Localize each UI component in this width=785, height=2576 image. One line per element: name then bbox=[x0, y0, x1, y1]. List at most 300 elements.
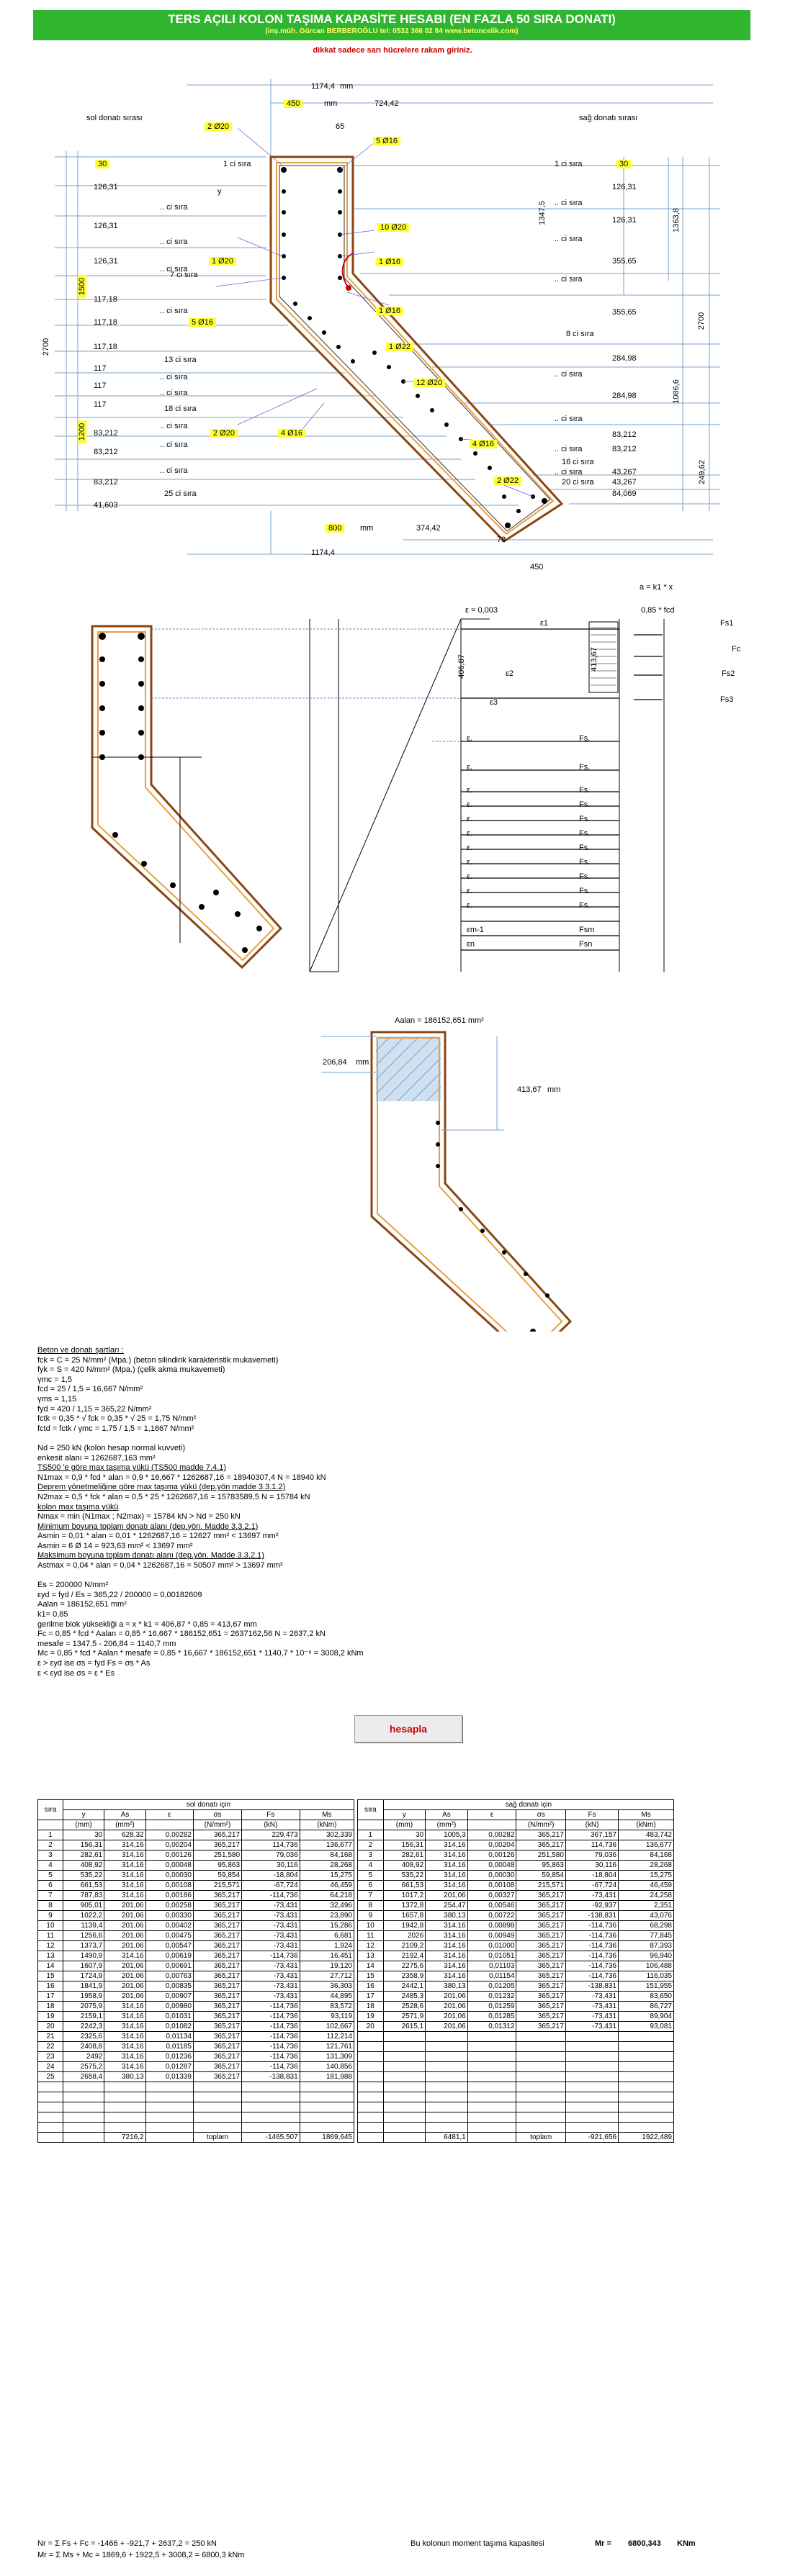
calc-line: Asmin = 6 Ø 14 = 923,63 mm² < 13697 mm² bbox=[37, 1541, 193, 1550]
table-cell: 365,217 bbox=[193, 1921, 241, 1931]
table-row bbox=[38, 1921, 354, 1931]
table-cell: 314,16 bbox=[426, 1840, 468, 1850]
table-cell: 408,92 bbox=[63, 1861, 104, 1871]
table-cell: 1256,6 bbox=[63, 1931, 104, 1941]
calc-line: fcd = 25 / 1,5 = 16,667 N/mm² bbox=[37, 1385, 143, 1394]
area-unit: mm bbox=[356, 1058, 369, 1067]
fs-row-label: Fs. bbox=[579, 829, 591, 838]
table-cell: -114,736 bbox=[565, 1931, 618, 1941]
table-cell: 365,217 bbox=[516, 2012, 566, 2022]
table-row bbox=[38, 1911, 354, 1921]
table-row bbox=[358, 2012, 674, 2022]
table-cell: 314,16 bbox=[104, 1881, 145, 1891]
table-cell: 13 bbox=[358, 1951, 384, 1961]
table-row bbox=[358, 1951, 674, 1961]
left-row-dim: 117,18 bbox=[94, 295, 117, 304]
left-row-label: .. ci sıra bbox=[160, 307, 188, 315]
dim-bottom-a: 800 bbox=[326, 524, 344, 533]
table-cell: 365,217 bbox=[516, 2022, 566, 2032]
table-cell: 18 bbox=[358, 2002, 384, 2012]
table-cell: 79,036 bbox=[565, 1850, 618, 1861]
eps-row-label: ε. bbox=[467, 800, 472, 809]
left-row-dim: 30 bbox=[95, 160, 109, 168]
eps-row-label: εm-1 bbox=[467, 926, 484, 934]
table-cell: 0,00258 bbox=[145, 1901, 193, 1911]
right-row-label: .. ci sıra bbox=[555, 199, 583, 207]
table-cell: 314,16 bbox=[426, 1971, 468, 1981]
table-cell: 201,06 bbox=[426, 2022, 468, 2032]
table-cell: 201,06 bbox=[104, 1911, 145, 1921]
table-cell: 282,61 bbox=[63, 1850, 104, 1861]
x-val: 406,87 bbox=[457, 654, 466, 679]
table-cell: 365,217 bbox=[516, 1891, 566, 1901]
table-cell: 2159,1 bbox=[63, 2012, 104, 2022]
table-cell: 2026 bbox=[383, 1931, 426, 1941]
table-cell: 2408,8 bbox=[63, 2042, 104, 2052]
table-cell: 1 bbox=[358, 1830, 384, 1840]
table-cell: 12 bbox=[38, 1941, 63, 1951]
right-row-dim: 355,65 bbox=[612, 308, 637, 317]
header-banner bbox=[33, 10, 750, 40]
table-row bbox=[358, 1961, 674, 1971]
table-cell: 12 bbox=[358, 1941, 384, 1951]
table-cell: 365,217 bbox=[193, 2052, 241, 2062]
table-cell: 535,22 bbox=[63, 1871, 104, 1881]
fs-row-label: Fs. bbox=[579, 887, 591, 895]
right-row-dim: 284,98 bbox=[612, 392, 637, 400]
col-header: ε bbox=[467, 1810, 516, 1820]
dim-2700-left: 2700 bbox=[42, 338, 51, 356]
table-cell: 2571,9 bbox=[383, 2012, 426, 2022]
table-row bbox=[358, 1861, 674, 1871]
warning-text: dikkat sadece sarı hücrelere rakam giriniz. bbox=[313, 46, 472, 55]
aalan-label: Aalan = 186152,651 mm² bbox=[395, 1016, 484, 1025]
col-unit: (N/mm²) bbox=[516, 1820, 566, 1830]
table-cell: 2275,6 bbox=[383, 1961, 426, 1971]
table-cell: 1724,9 bbox=[63, 1971, 104, 1981]
table-cell: -73,431 bbox=[242, 1992, 300, 2002]
left-first-row-label: 1 ci sıra bbox=[223, 160, 251, 168]
bar-label: 10 Ø20 bbox=[377, 223, 409, 232]
col-unit: (kNm) bbox=[300, 1820, 354, 1830]
eps-top: ε = 0,003 bbox=[465, 606, 498, 615]
table-cell: 0,00108 bbox=[467, 1881, 516, 1891]
left-row-dim: 126,31 bbox=[94, 183, 118, 191]
right-row-label: 20 ci sıra bbox=[562, 478, 594, 487]
col-header: ε bbox=[145, 1810, 193, 1820]
total-row bbox=[38, 2133, 354, 2143]
col-unit: (mm²) bbox=[104, 1820, 145, 1830]
table-cell: 2242,3 bbox=[63, 2022, 104, 2032]
col-unit: (kN) bbox=[242, 1820, 300, 1830]
left-row-label: .. ci sıra bbox=[160, 373, 188, 381]
left-row-dim: 117,18 bbox=[94, 318, 117, 327]
table-cell: 2109,2 bbox=[383, 1941, 426, 1951]
table-cell: -18,804 bbox=[565, 1871, 618, 1881]
table-cell: 59,854 bbox=[516, 1871, 566, 1881]
table-cell: 84,168 bbox=[619, 1850, 674, 1861]
table-row bbox=[358, 1971, 674, 1981]
table-cell: 0,00475 bbox=[145, 1931, 193, 1941]
table-cell: -114,736 bbox=[565, 1951, 618, 1961]
table-cell: 0,01232 bbox=[467, 1992, 516, 2002]
left-row-label: .. ci sıra bbox=[160, 440, 188, 449]
left-row-label: .. ci sıra bbox=[160, 203, 188, 212]
table-cell: 15,286 bbox=[300, 1921, 354, 1931]
col-header: sıra bbox=[358, 1800, 384, 1820]
table-cell: -73,431 bbox=[242, 1911, 300, 1921]
bar-label: 2 Ø20 bbox=[210, 429, 238, 438]
col-header: y bbox=[63, 1810, 104, 1820]
right-row-dim: 355,65 bbox=[612, 257, 637, 266]
table-cell: 0,00835 bbox=[145, 1981, 193, 1992]
calc-line: Deprem yönetmeliğine göre max taşıma yükü (dep.yön madde 3.3.1.2) bbox=[37, 1483, 286, 1492]
table-cell: 0,00330 bbox=[145, 1911, 193, 1921]
table-cell: 2 bbox=[358, 1840, 384, 1850]
calc-line: Maksimum boyuna toplam donatı alanı (dep.yön. Madde 3.3.2.1) bbox=[37, 1551, 264, 1560]
table-row bbox=[38, 1992, 354, 2002]
table-cell: -114,736 bbox=[565, 1921, 618, 1931]
table-cell: 0,00282 bbox=[467, 1830, 516, 1840]
table-cell: 365,217 bbox=[516, 1921, 566, 1931]
table-cell: 84,168 bbox=[300, 1850, 354, 1861]
fs-row-label: Fs. bbox=[579, 901, 591, 910]
table-cell: 0,00327 bbox=[467, 1891, 516, 1901]
table-cell: 314,16 bbox=[104, 2062, 145, 2072]
table-row bbox=[358, 1850, 674, 1861]
table-cell: -73,431 bbox=[242, 1931, 300, 1941]
table-cell: 1657,8 bbox=[383, 1911, 426, 1921]
fs-row-label: Fs. bbox=[579, 858, 591, 867]
table-cell: 1372,8 bbox=[383, 1901, 426, 1911]
a-val: 413,67 bbox=[589, 647, 598, 672]
table-cell: 0,01312 bbox=[467, 2022, 516, 2032]
table-cell: 11 bbox=[38, 1931, 63, 1941]
force-label: Fs1 bbox=[720, 619, 734, 628]
right-row-dim: 284,98 bbox=[612, 354, 637, 363]
calc-line: TS500 'e göre max taşıma yükü (TS500 madde 7.4.1) bbox=[37, 1463, 226, 1473]
table-cell: 7 bbox=[38, 1891, 63, 1901]
table-cell: 0,00126 bbox=[145, 1850, 193, 1861]
table-cell: 18 bbox=[38, 2002, 63, 2012]
table-cell: 28,268 bbox=[300, 1861, 354, 1871]
table-cell: 365,217 bbox=[193, 2062, 241, 2072]
table-cell: 314,16 bbox=[104, 2012, 145, 2022]
table-cell: 365,217 bbox=[193, 2012, 241, 2022]
table-row bbox=[358, 1891, 674, 1901]
right-row-label: .. ci sıra bbox=[555, 370, 583, 379]
col-header: Fs bbox=[242, 1810, 300, 1820]
calc-line: Aalan = 186152,651 mm² bbox=[37, 1600, 127, 1609]
left-row-label: .. ci sıra bbox=[160, 389, 188, 397]
dim-top-a: 450 bbox=[284, 99, 302, 108]
table-cell: 0,00980 bbox=[145, 2002, 193, 2012]
table-row bbox=[38, 1901, 354, 1911]
calc-line: N2max = 0,5 * fck * alan = 0,5 * 25 * 1262687,16 = 15783589,5 N = 15784 kN bbox=[37, 1492, 310, 1501]
table-cell: 1139,4 bbox=[63, 1921, 104, 1931]
dim-bottom-b: 374,42 bbox=[416, 524, 441, 533]
calc-line: Nd = 250 kN (kolon hesap normal kuvveti) bbox=[37, 1443, 186, 1452]
table-cell: -114,736 bbox=[242, 2022, 300, 2032]
table-cell: 0,00619 bbox=[145, 1951, 193, 1961]
col-header: Fs bbox=[565, 1810, 618, 1820]
table-cell: 13 bbox=[38, 1951, 63, 1961]
dim-top-width: 1174,4 bbox=[311, 82, 335, 91]
table-cell: 24 bbox=[38, 2062, 63, 2072]
calc-line: fctd = fctk / γmc = 1,75 / 1,5 = 1,1667 N/mm² bbox=[37, 1424, 194, 1433]
table-cell: 46,459 bbox=[300, 1881, 354, 1891]
calc-line: Beton ve donatı şartları : bbox=[37, 1346, 124, 1355]
force-label: Fs2 bbox=[722, 669, 735, 678]
calc-line: gerilme blok yüksekliği a = x * k1 = 406,87 * 0,85 = 413,67 mm bbox=[37, 1619, 257, 1629]
table-cell: 0,00108 bbox=[145, 1881, 193, 1891]
area-h1: 206,84 bbox=[323, 1058, 347, 1067]
table-cell: 0,01103 bbox=[467, 1961, 516, 1971]
table-cell: 0,00402 bbox=[145, 1921, 193, 1931]
right-row-label: .. ci sıra bbox=[555, 468, 583, 476]
table-cell: 79,036 bbox=[242, 1850, 300, 1861]
table-cell: 102,667 bbox=[300, 2022, 354, 2032]
eps-row-label: ε. bbox=[467, 763, 472, 772]
table-cell: 229,473 bbox=[242, 1830, 300, 1840]
table-cell: 365,217 bbox=[516, 1992, 566, 2002]
table-row bbox=[38, 1971, 354, 1981]
table-row bbox=[358, 1830, 674, 1840]
table-cell: 1607,9 bbox=[63, 1961, 104, 1971]
table-title: sol donatı için bbox=[63, 1800, 354, 1810]
dim-1347: 1347,5 bbox=[537, 201, 547, 225]
table-cell: 83,650 bbox=[619, 1992, 674, 2002]
table-cell: -73,431 bbox=[242, 1941, 300, 1951]
table-cell: 365,217 bbox=[193, 1941, 241, 1951]
table-row bbox=[38, 1941, 354, 1951]
table-cell: 365,217 bbox=[193, 1931, 241, 1941]
table-cell: 365,217 bbox=[193, 1981, 241, 1992]
table-cell: 7 bbox=[358, 1891, 384, 1901]
table-cell: -73,431 bbox=[565, 2012, 618, 2022]
bar-label: 12 Ø20 bbox=[413, 379, 445, 387]
table-row bbox=[358, 1911, 674, 1921]
table-cell: 314,16 bbox=[426, 1951, 468, 1961]
table-cell: 95,863 bbox=[193, 1861, 241, 1871]
total-label: toplam bbox=[193, 2133, 241, 2143]
table-cell: 201,06 bbox=[104, 1992, 145, 2002]
table-cell: 9 bbox=[38, 1911, 63, 1921]
table-cell: 1017,2 bbox=[383, 1891, 426, 1901]
table-cell: 314,16 bbox=[426, 1931, 468, 1941]
table-cell: 314,16 bbox=[426, 1871, 468, 1881]
table-cell: 2615,1 bbox=[383, 2022, 426, 2032]
left-table bbox=[37, 1799, 354, 2143]
table-cell: 15,275 bbox=[619, 1871, 674, 1881]
table-cell: 628,32 bbox=[104, 1830, 145, 1840]
col-header: y bbox=[383, 1810, 426, 1820]
col-unit: (kN) bbox=[565, 1820, 618, 1830]
calc-line: γmc = 1,5 bbox=[37, 1375, 72, 1384]
table-cell: 201,06 bbox=[104, 1941, 145, 1951]
table-cell: -138,831 bbox=[565, 1981, 618, 1992]
table-cell: 2325,6 bbox=[63, 2032, 104, 2042]
table-row bbox=[358, 1881, 674, 1891]
fs-row-label: Fsm bbox=[579, 926, 595, 934]
table-cell: 201,06 bbox=[104, 1971, 145, 1981]
table-cell: 114,736 bbox=[565, 1840, 618, 1850]
col-unit: (mm) bbox=[383, 1820, 426, 1830]
table-cell: 10 bbox=[38, 1921, 63, 1931]
right-table bbox=[357, 1799, 674, 2143]
bar-label: 2 Ø20 bbox=[205, 122, 232, 131]
bar-label: 1 Ø16 bbox=[376, 258, 403, 266]
table-cell: 365,217 bbox=[193, 1992, 241, 2002]
a-formula: a = k1 * x bbox=[640, 583, 673, 592]
table-cell: 0,00204 bbox=[467, 1840, 516, 1850]
right-row-dim: 30 bbox=[616, 160, 631, 168]
table-cell: 1005,3 bbox=[426, 1830, 468, 1840]
dim-1363: 1363,8 bbox=[671, 208, 681, 232]
calc-line: ε > εyd ise σs = fyd Fs = σs * As bbox=[37, 1659, 151, 1668]
table-row bbox=[38, 2052, 354, 2062]
table-cell: 408,92 bbox=[383, 1861, 426, 1871]
eps-label: ε1 bbox=[540, 619, 549, 628]
table-cell: 6 bbox=[38, 1881, 63, 1891]
bar-label: 4 Ø16 bbox=[470, 440, 497, 448]
table-cell: 2358,9 bbox=[383, 1971, 426, 1981]
dim-unit: mm bbox=[360, 524, 374, 533]
table-cell: 302,339 bbox=[300, 1830, 354, 1840]
table-cell: -114,736 bbox=[242, 2002, 300, 2012]
left-row-dim: 126,31 bbox=[94, 222, 118, 230]
table-cell: 282,61 bbox=[383, 1850, 426, 1861]
right-row-dim: 43,267 bbox=[612, 468, 637, 476]
right-row-label: .. ci sıra bbox=[555, 415, 583, 423]
table-row bbox=[358, 1921, 674, 1931]
table-cell: 314,16 bbox=[426, 1941, 468, 1951]
table-cell: 367,157 bbox=[565, 1830, 618, 1840]
table-cell: 365,217 bbox=[193, 2022, 241, 2032]
table-cell: -73,431 bbox=[242, 1981, 300, 1992]
eps-row-label: εn bbox=[467, 940, 475, 949]
area-unit: mm bbox=[547, 1085, 561, 1094]
table-cell: 365,217 bbox=[516, 1840, 566, 1850]
table-cell: 1958,9 bbox=[63, 1992, 104, 2002]
area-diagram bbox=[0, 1000, 785, 1332]
table-cell: -73,431 bbox=[242, 1961, 300, 1971]
table-title: sağ donatı için bbox=[383, 1800, 673, 1810]
table-cell: 365,217 bbox=[193, 1891, 241, 1901]
table-cell: 15 bbox=[358, 1971, 384, 1981]
table-cell: 27,712 bbox=[300, 1971, 354, 1981]
total-row bbox=[358, 2133, 674, 2143]
mr-value: 6800,343 bbox=[628, 2539, 661, 2548]
left-row-label: .. ci sıra bbox=[160, 265, 188, 274]
calc-line: fyd = 420 / 1,15 = 365,22 N/mm² bbox=[37, 1404, 152, 1414]
calc-line: mesafe = 1347,5 - 206,84 = 1140,7 mm bbox=[37, 1639, 176, 1648]
table-cell: 64,218 bbox=[300, 1891, 354, 1901]
table-cell: 1942,8 bbox=[383, 1921, 426, 1931]
table-cell: 2442,1 bbox=[383, 1981, 426, 1992]
table-cell: 201,06 bbox=[426, 2012, 468, 2022]
table-cell: 314,16 bbox=[104, 1840, 145, 1850]
table-cell: 93,081 bbox=[619, 2022, 674, 2032]
left-row-dim: 117 bbox=[94, 400, 107, 409]
mr-unit: KNm bbox=[677, 2539, 696, 2548]
total-ms: 1922,489 bbox=[619, 2133, 674, 2143]
eps-row-label: ε. bbox=[467, 901, 472, 910]
eps-row-label: ε. bbox=[467, 858, 472, 867]
table-cell: 156,31 bbox=[383, 1840, 426, 1850]
table-row bbox=[38, 1871, 354, 1881]
table-row bbox=[38, 2032, 354, 2042]
total-as: 6481,1 bbox=[426, 2133, 468, 2143]
right-row-dim: 43,267 bbox=[612, 478, 637, 487]
col-unit bbox=[145, 1820, 193, 1830]
col-header: sıra bbox=[38, 1800, 63, 1820]
table-row bbox=[358, 1941, 674, 1951]
table-cell: -73,431 bbox=[565, 2002, 618, 2012]
eps-row-label: ε. bbox=[467, 829, 472, 838]
table-cell: 0,00186 bbox=[145, 1891, 193, 1901]
page-title: TERS AÇILI KOLON TAŞIMA KAPASİTE HESABI (EN FAZLA 50 SIRA DONATI) bbox=[168, 12, 616, 26]
table-cell: 1,924 bbox=[300, 1941, 354, 1951]
calc-line: fctk = 0,35 * √ fck = 0,35 * √ 25 = 1,75 N/mm² bbox=[37, 1414, 197, 1424]
fcd-label: 0,85 * fcd bbox=[641, 606, 675, 615]
table-cell: 0,00030 bbox=[467, 1871, 516, 1881]
table-row bbox=[38, 1951, 354, 1961]
table-cell: 96,940 bbox=[619, 1951, 674, 1961]
table-cell: 22 bbox=[38, 2042, 63, 2052]
table-cell: 365,217 bbox=[516, 1830, 566, 1840]
table-cell: -114,736 bbox=[242, 2052, 300, 2062]
table-cell: 365,217 bbox=[193, 2072, 241, 2082]
right-row-label: 16 ci sıra bbox=[562, 458, 594, 466]
col-header: Ms bbox=[300, 1810, 354, 1820]
total-as: 7216,2 bbox=[104, 2133, 145, 2143]
table-cell: 365,217 bbox=[193, 2042, 241, 2052]
table-cell: 0,01287 bbox=[145, 2062, 193, 2072]
table-cell: 483,742 bbox=[619, 1830, 674, 1840]
table-cell: 86,727 bbox=[619, 2002, 674, 2012]
left-row-dim: 83,212 bbox=[94, 429, 118, 438]
bar-label: 1 Ø16 bbox=[376, 307, 403, 315]
dim-unit: mm bbox=[340, 82, 354, 91]
table-cell: 21 bbox=[38, 2032, 63, 2042]
table-cell: 0,00048 bbox=[467, 1861, 516, 1871]
table-cell: 0,00691 bbox=[145, 1961, 193, 1971]
dim-bottom-c: 78 bbox=[497, 535, 506, 544]
table-cell: 15 bbox=[38, 1971, 63, 1981]
hesapla-button[interactable]: hesapla bbox=[354, 1715, 462, 1743]
table-cell: 16 bbox=[358, 1981, 384, 1992]
table-cell: 2,351 bbox=[619, 1901, 674, 1911]
right-row-label: .. ci sıra bbox=[555, 445, 583, 453]
table-cell: 314,16 bbox=[426, 1861, 468, 1871]
y-label: y bbox=[217, 187, 222, 196]
table-cell: 314,16 bbox=[426, 1850, 468, 1861]
table-cell: 17 bbox=[38, 1992, 63, 2002]
table-cell: 201,06 bbox=[104, 1901, 145, 1911]
table-row bbox=[38, 1881, 354, 1891]
bar-label: 2 Ø22 bbox=[494, 476, 521, 485]
bar-label: 5 Ø16 bbox=[189, 318, 216, 327]
table-cell: -73,431 bbox=[242, 1901, 300, 1911]
table-row bbox=[358, 1901, 674, 1911]
right-row-label: .. ci sıra bbox=[555, 235, 583, 243]
bar-label: 4 Ø16 bbox=[278, 429, 305, 438]
table-cell: 0,00949 bbox=[467, 1931, 516, 1941]
col-header: Ms bbox=[619, 1810, 674, 1820]
table-cell: 1373,7 bbox=[63, 1941, 104, 1951]
fs-row-label: Fsn bbox=[579, 940, 593, 949]
